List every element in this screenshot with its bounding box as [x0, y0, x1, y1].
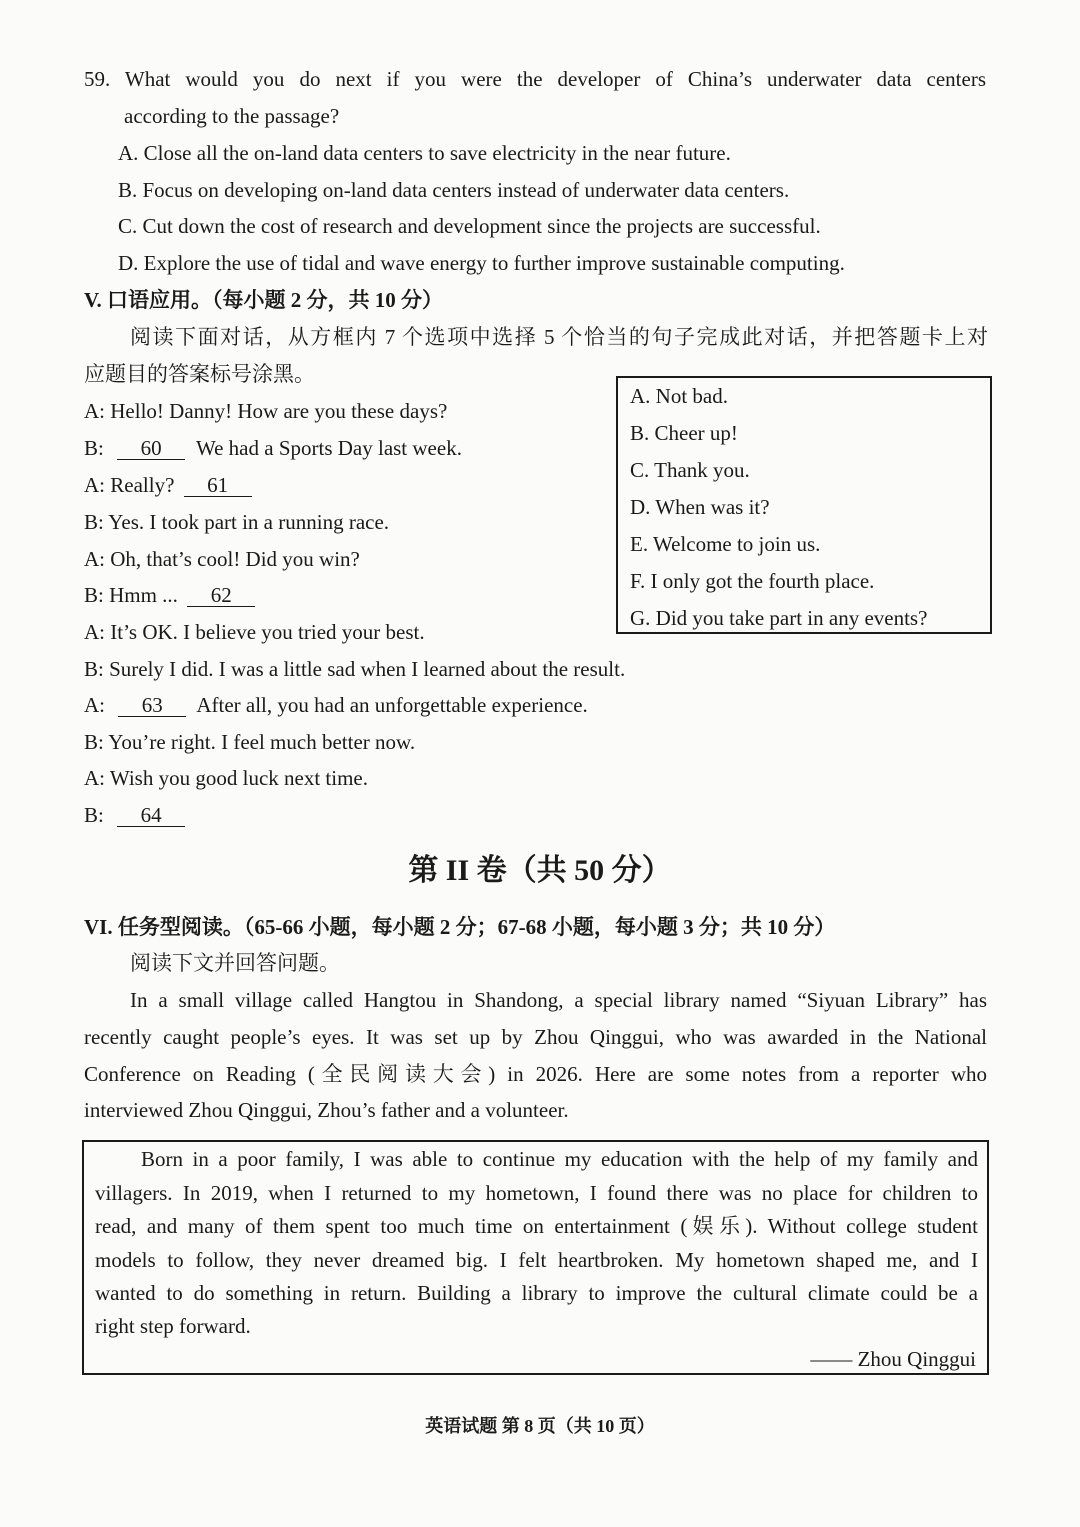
- section-5-instruction-line1: 阅读下面对话，从方框内 7 个选项中选择 5 个恰当的句子完成此对话，并把答题卡上对: [130, 325, 988, 349]
- question-59-line1: 59. What would you do next if you were the developer of China’s underwater data centers: [84, 67, 986, 91]
- box-option-c: C. Thank you.: [630, 458, 750, 482]
- answer-blank-63: 63: [118, 694, 186, 717]
- options-box: [616, 376, 992, 634]
- dialogue-line-7: A: It’s OK. I believe you tried your best.: [84, 620, 425, 644]
- answer-blank-62: 62: [187, 584, 255, 607]
- section-5-heading: V. 口语应用。（每小题 2 分，共 10 分）: [84, 288, 443, 312]
- part-2-title: 第 II 卷（共 50 分）: [408, 854, 672, 887]
- passage-line-4: interviewed Zhou Qinggui, Zhou’s father and a volunteer.: [84, 1098, 569, 1122]
- quote-line-1: Born in a poor family, I was able to continue my education with the help of my family and: [141, 1147, 978, 1171]
- dialogue-line-11: A: Wish you good luck next time.: [84, 766, 368, 790]
- page-footer: 英语试题 第 8 页（共 10 页）: [425, 1416, 655, 1436]
- question-59-option-b: B. Focus on developing on-land data centers instead of underwater data centers.: [118, 178, 790, 202]
- dialogue-line-5: A: Oh, that’s cool! Did you win?: [84, 547, 360, 571]
- passage-line-1: In a small village called Hangtou in Shandong, a special library named “Siyuan Library” has: [130, 988, 987, 1012]
- passage-line-3: Conference on Reading (全民阅读大会) in 2026. Here are some notes from a reporter who: [84, 1062, 987, 1086]
- passage-line-2: recently caught people’s eyes. It was set up by Zhou Qinggui, who was awarded in the National: [84, 1025, 987, 1049]
- dialogue-line-6: [84, 583, 255, 608]
- quote-author: —— Zhou Qinggui: [810, 1347, 976, 1371]
- dialogue-line-2: [84, 436, 462, 461]
- quote-line-4: models to follow, they never dreamed big. I felt heartbroken. My hometown shaped me, and I: [95, 1248, 978, 1272]
- answer-blank-64: 64: [117, 804, 185, 827]
- box-option-a: A. Not bad.: [630, 384, 728, 408]
- dialogue-line-4: B: Yes. I took part in a running race.: [84, 510, 390, 534]
- section-6-instruction: 阅读下文并回答问题。: [130, 951, 340, 975]
- box-option-b: B. Cheer up!: [630, 421, 738, 445]
- question-59-line2: according to the passage?: [124, 104, 340, 128]
- dialogue-line-10: B: You’re right. I feel much better now.: [84, 730, 416, 754]
- speaker-b: B:: [84, 436, 110, 460]
- section-6-heading: VI. 任务型阅读。（65-66 小题，每小题 2 分；67-68 小题，每小题 3 分；共 10 分）: [84, 915, 836, 939]
- quote-box: [82, 1140, 989, 1375]
- dialogue-text: After all, you had an unforgettable experience.: [192, 693, 588, 717]
- dialogue-text: We had a Sports Day last week.: [191, 436, 462, 460]
- question-59-option-d: D. Explore the use of tidal and wave energy to further improve sustainable computing.: [118, 251, 845, 275]
- quote-line-3: read, and many of them spent too much time on entertainment (娱乐). Without college student: [95, 1214, 978, 1238]
- dialogue-line-1: A: Hello! Danny! How are you these days?: [84, 399, 448, 423]
- box-option-g: G. Did you take part in any events?: [630, 606, 928, 630]
- speaker-b: B:: [84, 803, 110, 827]
- box-option-d: D. When was it?: [630, 495, 770, 519]
- question-59-option-a: A. Close all the on-land data centers to save electricity in the near future.: [118, 141, 731, 165]
- dialogue-line-12: [84, 803, 185, 828]
- answer-blank-60: 60: [117, 437, 185, 460]
- dialogue-line-3: [84, 473, 252, 498]
- box-option-e: E. Welcome to join us.: [630, 532, 821, 556]
- dialogue-line-8: B: Surely I did. I was a little sad when I learned about the result.: [84, 657, 626, 681]
- answer-blank-61: 61: [184, 474, 252, 497]
- section-5-instruction-line2: 应题目的答案标号涂黑。: [84, 362, 315, 386]
- box-option-f: F. I only got the fourth place.: [630, 569, 875, 593]
- quote-line-6: right step forward.: [95, 1314, 251, 1338]
- quote-line-2: villagers. In 2019, when I returned to my hometown, I found there was no place for children to: [95, 1181, 978, 1205]
- quote-line-5: wanted to do something in return. Building a library to improve the cultural climate could be a: [95, 1281, 978, 1305]
- dialogue-text: B: Hmm ...: [84, 583, 184, 607]
- question-59-option-c: C. Cut down the cost of research and development since the projects are successful.: [118, 214, 821, 238]
- dialogue-text: A: Really?: [84, 473, 180, 497]
- speaker-a: A:: [84, 693, 111, 717]
- dialogue-line-9: [84, 693, 588, 718]
